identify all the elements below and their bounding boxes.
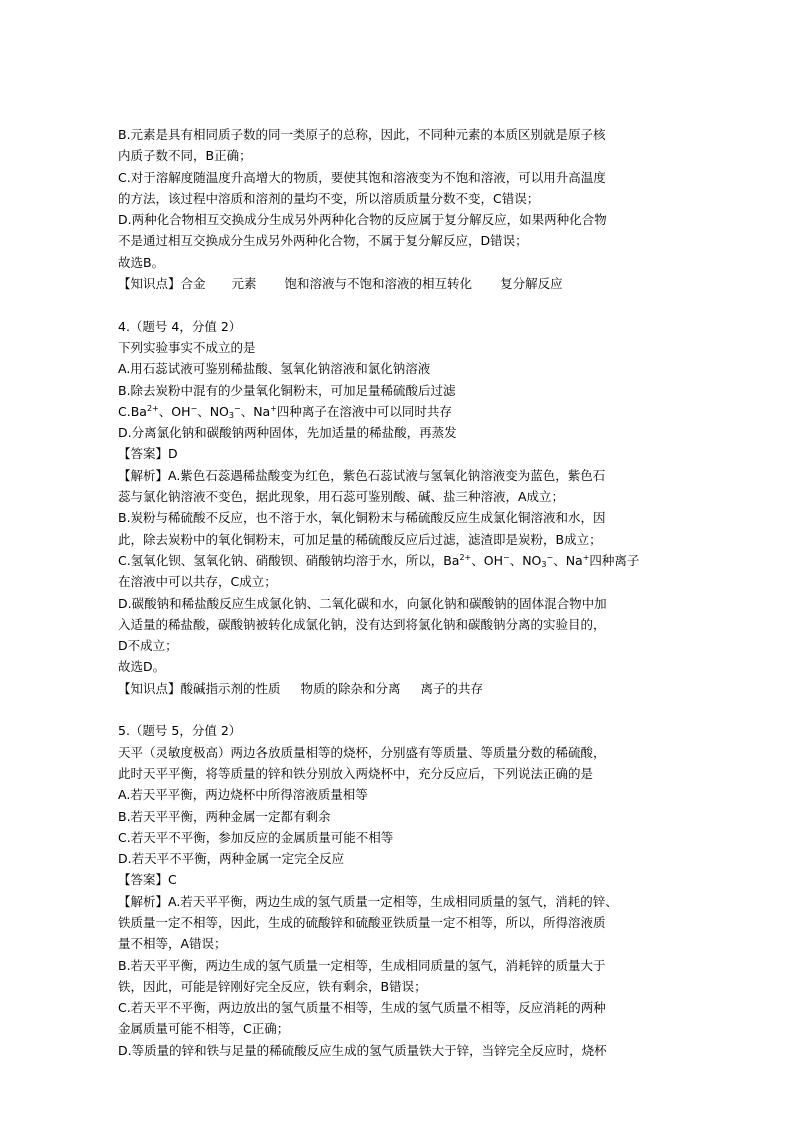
knowledge-point: 复分解反应 — [500, 276, 563, 292]
question-stem: 下列实验事实不成立的是 — [118, 339, 256, 355]
knowledge-points — [118, 273, 678, 294]
question-stem-line1: 天平（灵敏度极高）两边各放质量相等的烧杯，分别盛有等质量、等质量分数的稀硫酸， — [118, 744, 606, 760]
option-a: A.用石蕊试液可鉴别稀盐酸、氢氧化钠溶液和氯化钠溶液 — [118, 361, 431, 377]
explanation-b-line2: 此，除去炭粉中的氧化铜粉末，可加足量的稀硫酸反应后过滤，滤渣即是炭粉，B成立； — [118, 531, 602, 547]
question-3-explanation-tail — [118, 124, 678, 294]
knowledge-point: 元素 — [231, 276, 257, 292]
explanation-b-line2: 内质子数不同，B正确； — [118, 148, 252, 164]
answer: 【答案】D — [118, 446, 178, 462]
explanation-b-line1: B.若天平平衡，两边生成的氢气质量一定相等，生成相同质量的氢气，消耗锌的质量大于 — [118, 957, 606, 973]
option-a: A.若天平平衡，两边烧杯中所得溶液质量相等 — [118, 787, 368, 803]
explanation-d-line3: D不成立； — [118, 638, 178, 654]
document-page — [118, 124, 678, 1061]
knowledge-point: 酸碱指示剂的性质 — [180, 680, 281, 696]
knowledge-point: 离子的共存 — [420, 680, 484, 696]
explanation-a-line1: 【解析】A.紫色石蕊遇稀盐酸变为红色，紫色石蕊试液与氢氧化钠溶液变为蓝色，紫色石 — [118, 467, 606, 483]
explanation-c-line1: C.若天平不平衡，两边放出的氢气质量不相等，生成的氢气质量不相等，反应消耗的两种 — [118, 1000, 606, 1016]
explanation-a-line2: 蕊与氯化钠溶液不变色，据此现象，用石蕊可鉴别酸、碱、盐三种溶液，A成立； — [118, 489, 565, 505]
option-c: $C.Ba^{2+}$、OH−、$NO_3^-$、Na+四种离子在溶液中可以同时共存 — [118, 403, 452, 420]
explanation-d-line1: D.碳酸钠和稀盐酸反应生成氯化钠、二氧化碳和水，向氯化钠和碳酸钠的固体混合物中加 — [118, 595, 607, 611]
question-4 — [118, 316, 678, 699]
explanation-d-line1: D.等质量的锌和铁与足量的稀硫酸反应生成的氢气质量铁大于锌，当锌完全反应时，烧杯 — [118, 1042, 607, 1058]
knowledge-point: 物质的除杂和分离 — [300, 680, 401, 696]
option-b: B.除去炭粉中混有的少量氧化铜粉末，可加足量稀硫酸后过滤 — [118, 382, 456, 398]
explanation-b-line1: B.炭粉与稀硫酸不反应，也不溶于水，氧化铜粉末与稀硫酸反应生成氯化铜溶液和水，因 — [118, 510, 606, 526]
knowledge-point: 合金 — [180, 276, 206, 292]
explanation-c-line2: 的方法，该过程中溶质和溶剂的量均不变，所以溶质质量分数不变，C错误； — [118, 190, 540, 206]
knowledge-points — [118, 678, 678, 699]
answer: 【答案】C — [118, 872, 177, 888]
question-5 — [118, 720, 678, 1061]
explanation-d-line1: D.两种化合物相互交换成分生成另外两种化合物的反应属于复分解反应，如果两种化合物 — [118, 212, 607, 228]
conclusion: 故选B。 — [118, 254, 165, 270]
explanation-c-line1: C.氢氧化钡、氢氧化钠、硝酸钡、硝酸钠均溶于水，所以，$Ba^{2+}$、OH−、$NO_3^-$、Na+四种离子 — [118, 552, 640, 569]
explanation-c-line1: C.对于溶解度随温度升高增大的物质，要使其饱和溶液变为不饱和溶液，可以用升高温度 — [118, 169, 606, 185]
question-header: 5.（题号 5，分值 2） — [118, 723, 242, 739]
explanation-a-line1: 【解析】A.若天平平衡，两边生成的氢气质量一定相等，生成相同质量的氢气，消耗的锌、 — [118, 893, 618, 909]
option-d: D.若天平不平衡，两种金属一定完全反应 — [118, 851, 345, 867]
question-header: 4.（题号 4，分值 2） — [118, 318, 242, 334]
knowledge-points-label: 【知识点】 — [118, 680, 181, 696]
explanation-b-line1: B.元素是具有相同质子数的同一类原子的总称，因此，不同种元素的本质区别就是原子核 — [118, 127, 606, 142]
question-stem-line2: 此时天平平衡，将等质量的锌和铁分别放入两烧杯中，充分反应后，下列说法正确的是 — [118, 765, 594, 781]
explanation-a-line3: 量不相等，A错误； — [118, 936, 227, 952]
explanation-c-line2: 在溶液中可以共存，C成立； — [118, 574, 277, 590]
explanation-d-line2: 不是通过相互交换成分生成另外两种化合物，不属于复分解反应，D错误； — [118, 233, 528, 249]
explanation-a-line2: 铁质量一定不相等，因此，生成的硫酸锌和硫酸亚铁质量一定不相等，所以，所得溶液质 — [118, 914, 606, 930]
conclusion: 故选D。 — [118, 659, 166, 675]
explanation-b-line2: 铁，因此，可能是锌刚好完全反应，铁有剩余，B错误； — [118, 978, 427, 994]
option-d: D.分离氯化钠和碳酸钠两种固体，先加适量的稀盐酸，再蒸发 — [118, 425, 457, 441]
explanation-c-line2: 金属质量可能不相等，C正确； — [118, 1021, 290, 1037]
option-c: C.若天平不平衡，参加反应的金属质量可能不相等 — [118, 829, 394, 845]
knowledge-point: 饱和溶液与不饱和溶液的相互转化 — [284, 276, 473, 292]
knowledge-points-label: 【知识点】 — [118, 276, 181, 292]
explanation-d-line2: 入适量的稀盐酸，碳酸钠被转化成氯化钠，没有达到将氯化钠和碳酸钠分离的实验目的， — [118, 616, 606, 632]
option-b: B.若天平平衡，两种金属一定都有剩余 — [118, 808, 331, 824]
